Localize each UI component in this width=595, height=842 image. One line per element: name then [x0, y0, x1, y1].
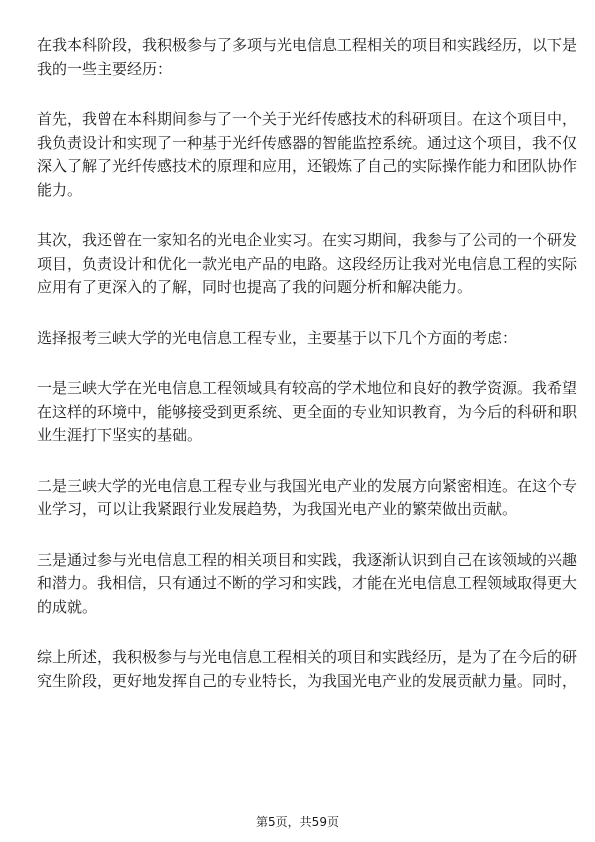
text-line: 三是通过参与光电信息工程的相关项目和实践，我逐渐认识到自己在该领域的兴趣	[37, 550, 578, 569]
text-line: 其次，我还曾在一家知名的光电企业实习。在实习期间，我参与了公司的一个研发	[37, 231, 578, 249]
paragraph-reason-two	[37, 475, 578, 522]
text-line: 我的一些主要经历：	[37, 59, 173, 78]
paragraph-reason-three	[37, 549, 578, 620]
document-body	[37, 34, 578, 720]
text-line: 一是三峡大学在光电信息工程领域具有较高的学术地位和良好的教学资源。我希望	[37, 379, 578, 397]
text-line: 首先，我曾在本科期间参与了一个关于光纤传感技术的科研项目。在这个项目中，	[37, 110, 578, 128]
text-line: 在我本科阶段，我积极参与了多项与光电信息工程相关的项目和实践经历，以下是	[37, 36, 578, 54]
text-line: 深入了解了光纤传感技术的原理和应用，还锻炼了自己的实际操作能力和团队协作	[37, 157, 578, 175]
text-line: 我负责设计和实现了一种基于光纤传感器的智能监控系统。通过这个项目，我不仅	[37, 133, 578, 152]
paragraph-summary	[37, 646, 578, 693]
paragraph-research-project	[37, 108, 578, 202]
text-line: 业生涯打下坚实的基础。	[37, 426, 203, 444]
text-line: 在这样的环境中，能够接受到更系统、更全面的专业知识教育，为今后的科研和职	[37, 402, 578, 421]
paragraph-reasons-intro	[37, 327, 562, 351]
text-line: 二是三峡大学的光电信息工程专业与我国光电产业的发展方向紧密相连。在这个专	[37, 476, 578, 495]
page-number: 第5页，共59页	[256, 815, 339, 829]
text-line: 和潜力。我相信，只有通过不断的学习和实践，才能在光电信息工程领域取得更大	[37, 574, 578, 592]
text-line: 究生阶段，更好地发挥自己的专业特长，为我国光电产业的发展贡献力量。同时，	[37, 671, 578, 690]
text-line: 选择报考三峡大学的光电信息工程专业，主要基于以下几个方面的考虑：	[37, 328, 518, 347]
text-line: 应用有了更深入的了解，同时也提高了我的问题分析和解决能力。	[37, 278, 473, 296]
paragraph-intro	[37, 34, 578, 81]
paragraph-internship	[37, 229, 578, 300]
text-line: 的成就。	[37, 597, 98, 616]
text-line: 项目，负责设计和优化一款光电产品的电路。这段经历让我对光电信息工程的实际	[37, 254, 578, 273]
text-line: 业学习，可以让我紧跟行业发展趋势，为我国光电产业的繁荣做出贡献。	[37, 500, 518, 518]
paragraph-reason-one	[37, 377, 578, 448]
text-line: 能力。	[37, 180, 83, 199]
text-line: 综上所述，我积极参与与光电信息工程相关的项目和实践经历，是为了在今后的研	[37, 648, 578, 666]
